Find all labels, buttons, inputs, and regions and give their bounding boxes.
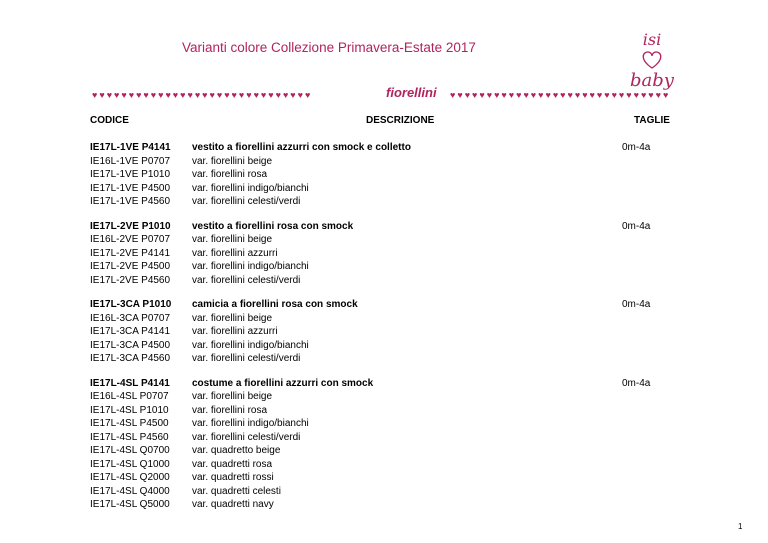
description-column	[192, 298, 358, 366]
code-column	[90, 220, 171, 288]
product-description-main: vestito a fiorellini azzurri con smock e colletto	[192, 142, 411, 153]
hearts-divider-right: ♥♥♥♥♥♥♥♥♥♥♥♥♥♥♥♥♥♥♥♥♥♥♥♥♥♥♥♥♥♥	[450, 90, 671, 100]
product-code-main: IE17L-4SL P4141	[90, 377, 170, 389]
product-description-variant: var. fiorellini beige	[192, 234, 273, 245]
code-column	[90, 141, 171, 209]
heart-icon	[620, 48, 684, 72]
product-code-variant: IE17L-2VE P4141	[90, 247, 171, 259]
brand-logo	[620, 30, 684, 94]
section-title: fiorellini	[386, 85, 437, 100]
column-header-description: DESCRIZIONE	[366, 115, 435, 126]
size-range: 0m-4a	[622, 377, 651, 389]
product-code-variant: IE17L-1VE P4560	[90, 196, 171, 207]
product-description-variant: var. fiorellini rosa	[192, 169, 268, 180]
product-code-main: IE17L-1VE P4141	[90, 142, 171, 153]
product-description-variant: var. fiorellini rosa	[192, 404, 268, 416]
product-code-variant: IE17L-4SL P1010	[90, 404, 169, 416]
code-column	[90, 298, 171, 366]
page-number: 1	[738, 522, 743, 531]
product-description-variant: var. fiorellini celesti/verdi	[192, 274, 301, 286]
product-code-variant: IE16L-4SL P0707	[90, 391, 169, 402]
description-column	[192, 141, 411, 209]
description-column	[192, 377, 373, 512]
product-description-variant: var. fiorellini indigo/bianchi	[192, 261, 309, 272]
logo-text-bottom: baby	[630, 70, 674, 91]
product-description-variant: var. quadretti rosa	[192, 458, 273, 470]
product-description-main: vestito a fiorellini rosa con smock	[192, 220, 354, 232]
logo-text-top: isi	[642, 30, 662, 49]
product-description-variant: var. quadretti navy	[192, 499, 274, 510]
product-description-variant: var. fiorellini celesti/verdi	[192, 431, 301, 443]
product-code-variant: IE17L-4SL Q5000	[90, 499, 170, 510]
size-range: 0m-4a	[622, 142, 651, 153]
product-description-variant: var. fiorellini beige	[192, 312, 273, 324]
product-group	[0, 141, 768, 209]
product-code-variant: IE17L-4SL P4560	[90, 431, 169, 443]
product-code-variant: IE17L-3CA P4560	[90, 353, 171, 364]
product-description-main: camicia a fiorellini rosa con smock	[192, 299, 358, 310]
product-description-variant: var. fiorellini azzurri	[192, 247, 278, 259]
product-code-variant: IE17L-1VE P4500	[90, 182, 171, 194]
product-code-variant: IE17L-2VE P4500	[90, 261, 171, 272]
product-description-variant: var. fiorellini beige	[192, 155, 273, 167]
size-range: 0m-4a	[622, 220, 651, 232]
product-code-variant: IE17L-4SL Q0700	[90, 445, 170, 456]
product-code-variant: IE17L-2VE P4560	[90, 274, 171, 286]
product-code-variant: IE17L-4SL Q1000	[90, 458, 170, 470]
product-code-variant: IE16L-3CA P0707	[90, 312, 171, 324]
column-header-size: TAGLIE	[634, 115, 670, 126]
product-code-variant: IE17L-3CA P4500	[90, 339, 171, 351]
product-description-variant: var. fiorellini indigo/bianchi	[192, 182, 309, 194]
product-description-variant: var. fiorellini indigo/bianchi	[192, 418, 309, 429]
code-column	[90, 377, 170, 512]
product-group	[0, 377, 768, 512]
description-column	[192, 220, 353, 288]
product-description-variant: var. fiorellini celesti/verdi	[192, 196, 301, 207]
product-code-variant: IE16L-1VE P0707	[90, 155, 171, 167]
product-description-variant: var. fiorellini beige	[192, 391, 273, 402]
product-code-variant: IE16L-2VE P0707	[90, 234, 171, 245]
size-range: 0m-4a	[622, 299, 651, 310]
product-code-main: IE17L-3CA P1010	[90, 299, 172, 310]
column-header-code: CODICE	[90, 115, 129, 126]
product-code-variant: IE17L-4SL Q2000	[90, 472, 170, 483]
product-code-variant: IE17L-1VE P1010	[90, 169, 171, 180]
product-description-variant: var. fiorellini azzurri	[192, 326, 278, 337]
product-description-variant: var. fiorellini celesti/verdi	[192, 353, 301, 364]
product-list	[0, 141, 768, 523]
product-description-variant: var. quadretti celesti	[192, 485, 281, 497]
product-description-main: costume a fiorellini azzurri con smock	[192, 377, 374, 389]
hearts-divider-left: ♥♥♥♥♥♥♥♥♥♥♥♥♥♥♥♥♥♥♥♥♥♥♥♥♥♥♥♥♥♥	[92, 90, 313, 100]
product-group	[0, 220, 768, 288]
product-code-variant: IE17L-4SL P4500	[90, 418, 169, 429]
product-description-variant: var. quadretti rossi	[192, 472, 274, 483]
product-group	[0, 298, 768, 366]
page-title: Varianti colore Collezione Primavera-Estate 2017	[182, 40, 476, 55]
product-code-variant: IE17L-4SL Q4000	[90, 485, 170, 497]
product-description-variant: var. quadretto beige	[192, 445, 281, 456]
product-code-variant: IE17L-3CA P4141	[90, 326, 171, 337]
product-description-variant: var. fiorellini indigo/bianchi	[192, 339, 309, 351]
product-code-main: IE17L-2VE P1010	[90, 220, 171, 232]
